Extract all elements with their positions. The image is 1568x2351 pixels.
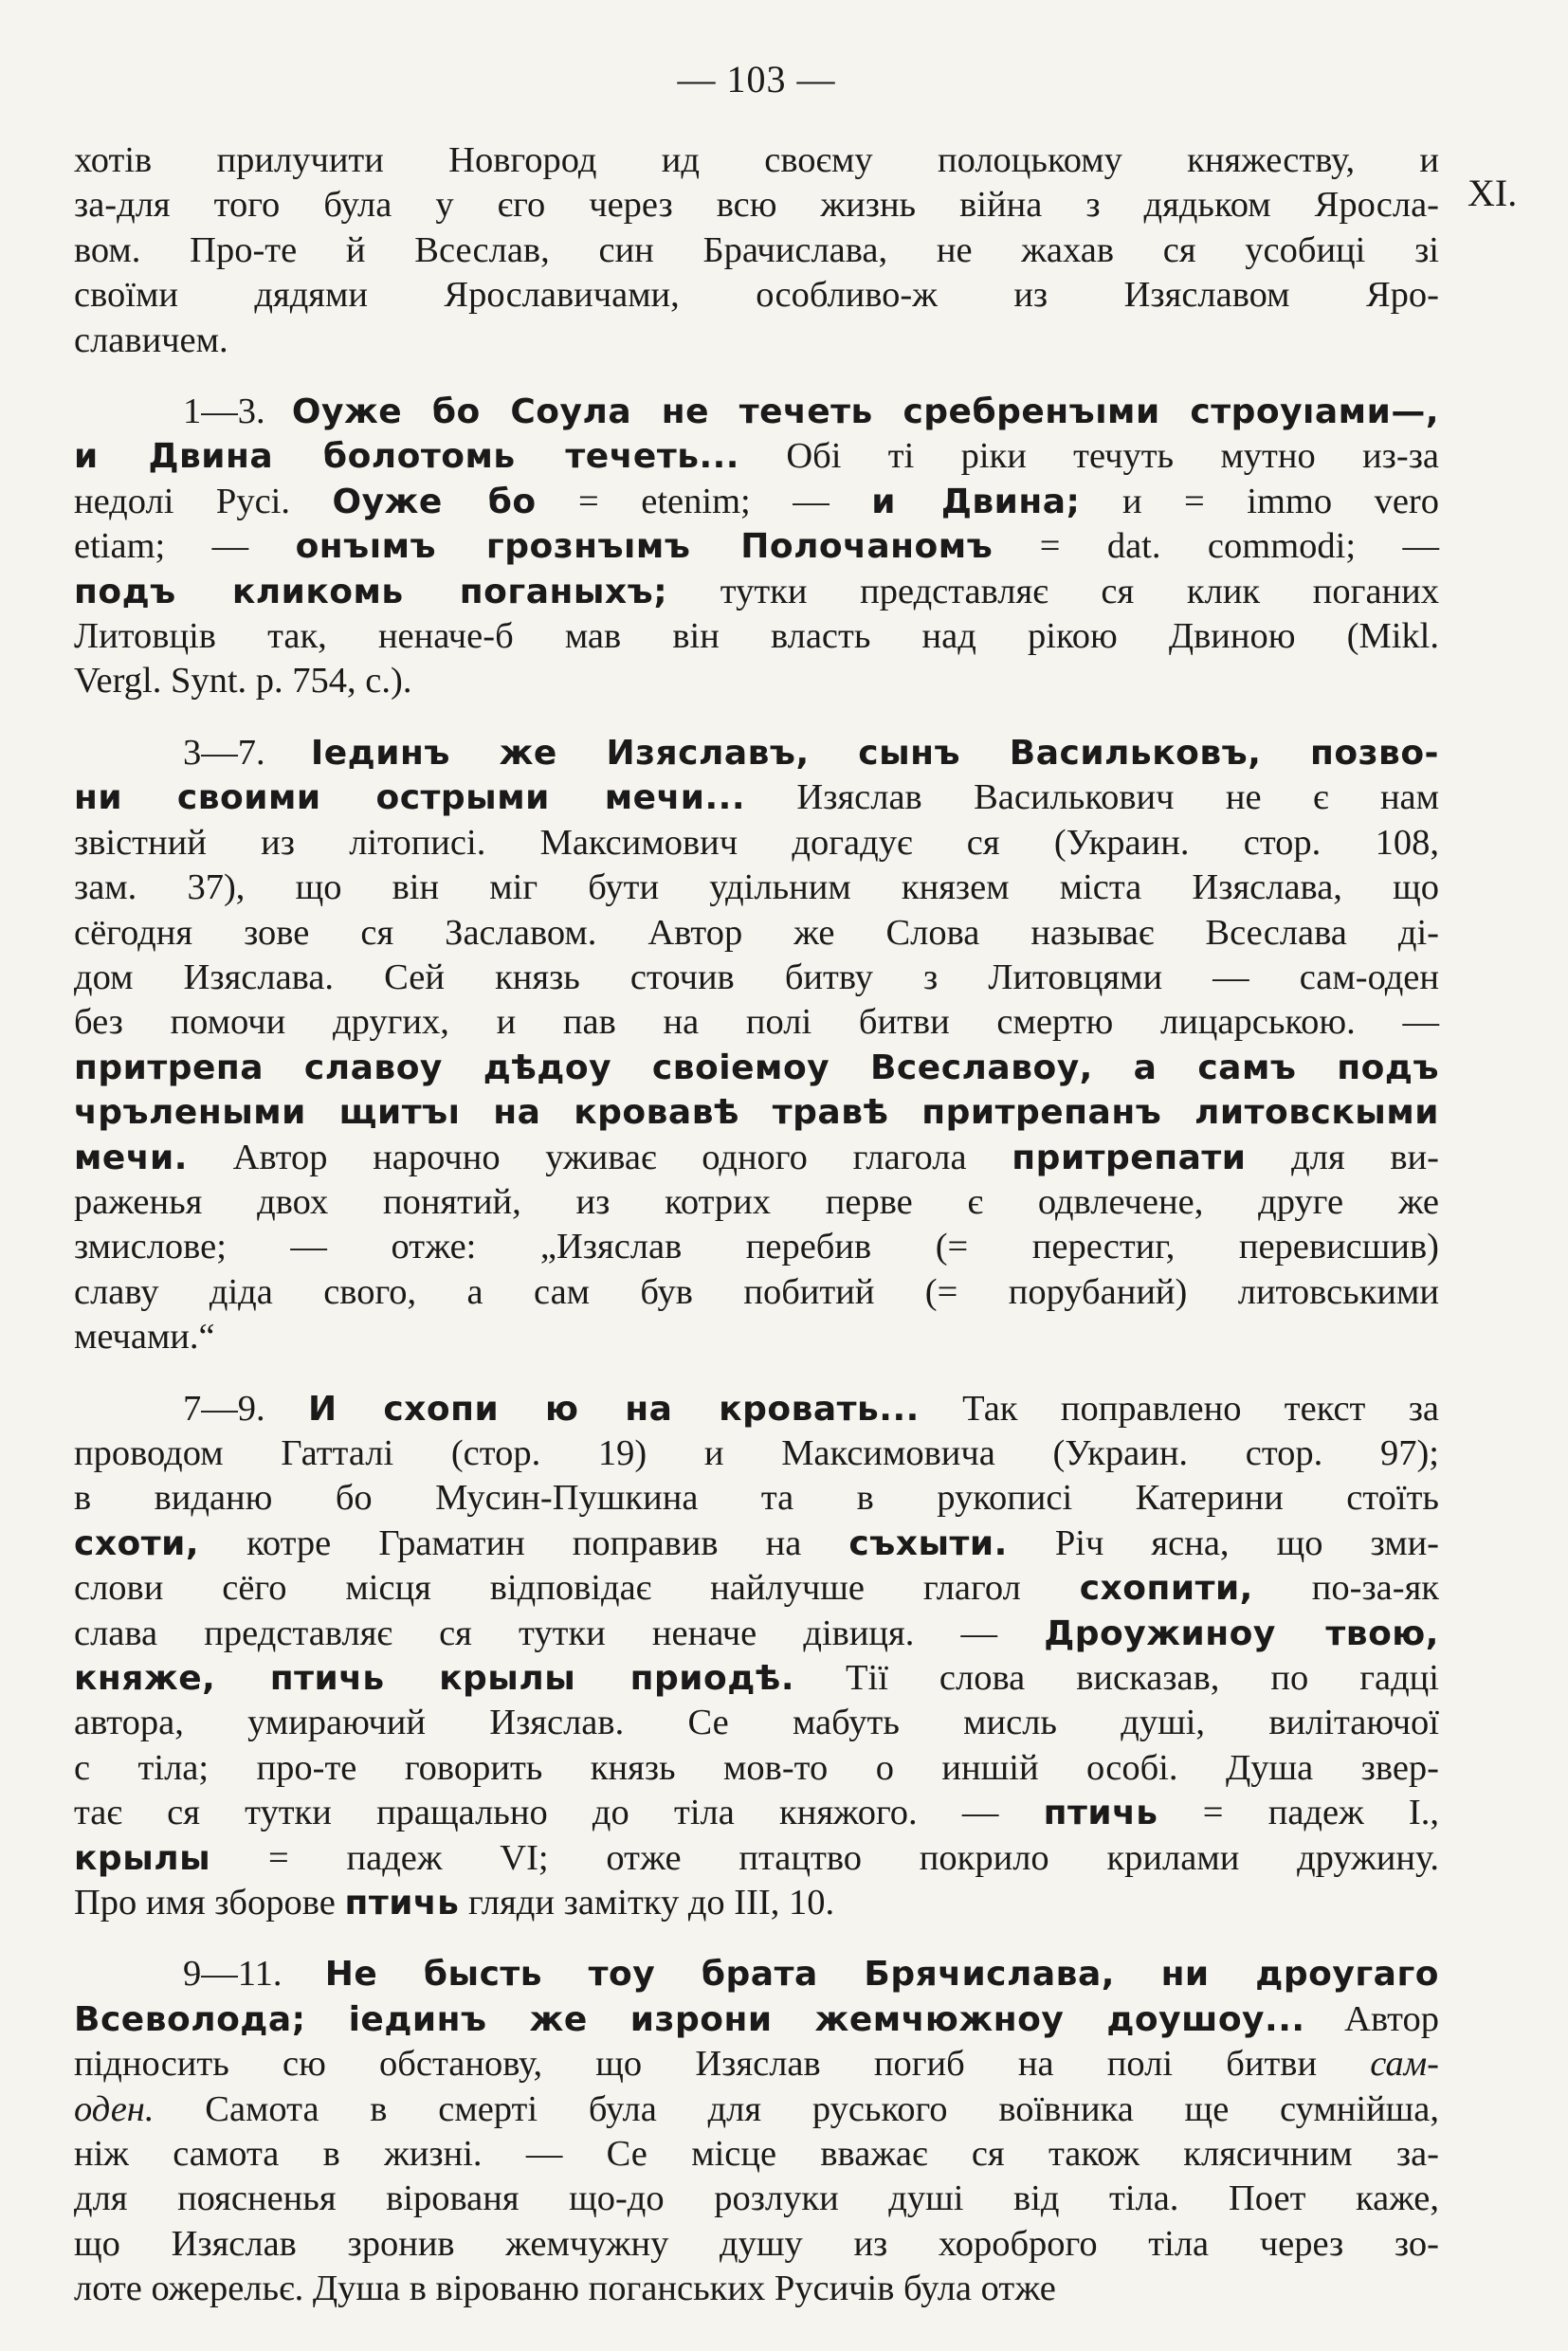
- text-segment: 1—3.: [183, 392, 292, 432]
- text-segment: для ви-: [1246, 1137, 1439, 1177]
- text-line: [74, 911, 1439, 956]
- text-line: [74, 319, 1439, 363]
- old-slavonic-quote: Не бысть тоу брата Брячислава, ни дроугаго: [324, 1955, 1439, 1995]
- text-segment: слови сёго місця відповідає найлучше глагол: [74, 1568, 1080, 1609]
- old-slavonic-quote: И схопи ю на кровать...: [307, 1389, 920, 1429]
- text-line: [74, 1387, 1439, 1431]
- old-slavonic-quote: Іединъ же Изяславъ, сынъ Васильковъ, позво-: [310, 733, 1440, 773]
- text-line: [74, 1522, 1439, 1566]
- text-segment: = падеж VI; отже птацтво покрило крилами дружину.: [210, 1837, 1439, 1878]
- text-segment: без помочи других, и пав на полі битви смертю лицарською. —: [74, 1002, 1439, 1043]
- text-line: [74, 273, 1439, 318]
- text-line: [74, 1046, 1439, 1090]
- text-segment: котре Граматин поправив на: [199, 1522, 849, 1563]
- paragraph-note-3-7: [74, 731, 1439, 1360]
- text-segment: дом Изяслава. Сей князь сточив битву з Литовцями — сам-оден: [74, 957, 1439, 997]
- text-segment: хотів прилучити Новгород ид своєму полоцькому княжеству, и: [74, 140, 1439, 180]
- text-segment: тутки представляє ся клик поганих: [667, 571, 1439, 611]
- text-line: [74, 1701, 1439, 1745]
- text-line: [74, 434, 1439, 479]
- text-segment: Про имя зборове: [74, 1883, 345, 1923]
- text-line: [74, 1000, 1439, 1045]
- old-slavonic-quote: притрепати: [1012, 1138, 1247, 1177]
- text-line: [74, 2267, 1439, 2311]
- text-line: [74, 138, 1439, 183]
- old-slavonic-quote: княже, птичь крылы приодѣ.: [74, 1659, 794, 1698]
- text-segment: раженья двох понятий, из котрих перве є одвлечене, друге же: [74, 1181, 1439, 1222]
- text-line: [74, 390, 1439, 434]
- text-segment: сёгодня зове ся Заславом. Автор же Слова называє Всеслава ді-: [74, 912, 1439, 953]
- text-line: [74, 1090, 1439, 1135]
- text-segment: своїми дядями Ярославичами, особливо-ж из Изяславом Яро-: [74, 275, 1439, 316]
- italic-text: сам-: [1370, 2044, 1439, 2085]
- text-segment: для поясненья вірованя що-до розлуки душі від тіла. Поет каже,: [74, 2178, 1439, 2219]
- old-slavonic-quote: птичь: [1043, 1794, 1158, 1833]
- text-line: [74, 1791, 1439, 1835]
- old-slavonic-quote: съхыти.: [848, 1523, 1008, 1563]
- text-segment: Автор нарочно уживає одного глагола: [187, 1137, 1012, 1177]
- text-segment: зам. 37), що він міг бути удільним князем міста Изяслава, що: [74, 867, 1439, 908]
- old-slavonic-quote: крылы: [74, 1838, 211, 1878]
- text-line: [74, 1836, 1439, 1881]
- text-line: [74, 2042, 1439, 2087]
- old-slavonic-quote: притрепа славоу дѣдоу своіемоу Всеславоу, а самъ подъ: [74, 1048, 1439, 1087]
- text-line: [74, 2177, 1439, 2221]
- text-line: [74, 570, 1439, 614]
- text-segment: автора, умираючий Изяслав. Се мабуть мисль душі, вилітаючої: [74, 1703, 1439, 1743]
- text-segment: 3—7.: [183, 732, 311, 773]
- text-line: [74, 1881, 1439, 1925]
- margin-section-number: XI.: [1468, 172, 1518, 214]
- text-line: [74, 2222, 1439, 2267]
- page-number: — 103 —: [677, 58, 836, 100]
- text-segment: в виданю бо Мусин-Пушкина та в рукописі Катерини стоїть: [74, 1478, 1439, 1519]
- text-segment: Автор: [1304, 1998, 1439, 2039]
- text-line: [74, 956, 1439, 1000]
- text-segment: с тіла; про-те говорить князь мов-то о иншій особі. Душа звер-: [74, 1747, 1439, 1788]
- text-line: [74, 1136, 1439, 1180]
- text-segment: славу діда свого, а сам був побитий (= порубаний) литовськими: [74, 1271, 1439, 1312]
- old-slavonic-quote: Оуже бо: [332, 482, 537, 521]
- old-slavonic-quote: ни своими острыми мечи...: [74, 778, 746, 818]
- old-slavonic-quote: Дроужиноу твою,: [1044, 1613, 1439, 1653]
- text-segment: = etenim; —: [536, 481, 872, 521]
- text-line: [74, 1225, 1439, 1269]
- text-segment: и = immo vero: [1080, 481, 1439, 521]
- text-segment: по-за-як: [1252, 1568, 1439, 1609]
- text-segment: Vergl. Synt. p. 754, c.).: [74, 661, 412, 702]
- text-line: [74, 228, 1439, 273]
- text-line: [74, 2132, 1439, 2177]
- text-line: [74, 1952, 1439, 1996]
- text-segment: Литовців так, неначе-б мав він власть над рікою Двиною (Mikl.: [74, 616, 1439, 657]
- text-segment: 7—9.: [183, 1388, 308, 1429]
- text-segment: Так поправлено текст за: [919, 1388, 1440, 1429]
- old-slavonic-quote: подъ кликомь поганыхъ;: [74, 572, 668, 611]
- text-line: [74, 1315, 1439, 1359]
- text-segment: Изяслав Василькович не є нам: [745, 777, 1439, 818]
- old-slavonic-quote: Всеволода; іединъ же изрони жемчюжноу доушоу...: [74, 1999, 1305, 2039]
- page: [74, 57, 1439, 2312]
- text-line: [74, 1612, 1439, 1656]
- text-segment: 9—11.: [183, 1954, 325, 1995]
- paragraph-note-9-11: [74, 1952, 1439, 2311]
- text-segment: тає ся тутки пращально до тіла княжого. —: [74, 1793, 1044, 1833]
- old-slavonic-quote: Оуже бо Соула не течеть сребренъıми строуıами—,: [291, 392, 1439, 432]
- text-line: [74, 731, 1439, 775]
- text-segment: проводом Гатталі (стор. 19) и Максимовича (Украин. стор. 97);: [74, 1432, 1439, 1473]
- text-line: [74, 183, 1439, 228]
- text-line: [74, 1997, 1439, 2042]
- text-line: [74, 1431, 1439, 1476]
- text-segment: etiam; —: [74, 526, 296, 567]
- text-segment: мечами.“: [74, 1317, 215, 1358]
- old-slavonic-quote: мечи.: [74, 1138, 188, 1177]
- text-line: [74, 524, 1439, 569]
- old-slavonic-quote: птичь: [344, 1884, 460, 1923]
- text-segment: підносить сю обстанову, що Изяслав погиб на полі битви: [74, 2044, 1371, 2085]
- text-segment: = dat. commodi; —: [993, 526, 1439, 567]
- text-line: [74, 480, 1439, 524]
- text-segment: славичем.: [74, 319, 228, 360]
- text-segment: Обі ті ріки течуть мутно из-за: [739, 436, 1439, 477]
- text-line: [74, 1270, 1439, 1315]
- paragraph-note-7-9: [74, 1387, 1439, 1926]
- text-line: [74, 1180, 1439, 1225]
- text-segment: ніж самота в жизні. — Се місце вважає ся також клясичним за-: [74, 2134, 1439, 2175]
- text-line: [74, 821, 1439, 866]
- paragraph-intro: [74, 138, 1439, 363]
- text-segment: = падеж I.,: [1158, 1793, 1439, 1833]
- text-segment: гляди замітку до III, 10.: [459, 1883, 835, 1923]
- text-segment: Річ ясна, що зми-: [1007, 1522, 1440, 1563]
- text-segment: Тії слова висказав, по гадці: [794, 1658, 1439, 1698]
- text-line: [74, 614, 1439, 659]
- text-line: [74, 1656, 1439, 1701]
- text-segment: вом. Про-те й Всеслав, син Брачислава, не жахав ся усобиці зі: [74, 229, 1439, 270]
- text-segment: змислове; — отже: „Изяслав перебив (= перестиг, перевисшив): [74, 1227, 1439, 1267]
- text-segment: слава представляє ся тутки неначе дівиця. —: [74, 1613, 1045, 1653]
- italic-text: оден.: [74, 2088, 155, 2129]
- text-segment: звістний из літописі. Максимович догадує ся (Украин. стор. 108,: [74, 822, 1439, 863]
- old-slavonic-quote: схопити,: [1079, 1569, 1253, 1609]
- text-segment: що Изяслав зронив жемчужну душу из хороброго тіла через зо-: [74, 2223, 1439, 2264]
- text-segment: лоте ожерельє. Душа в вірованю поганських Русичів була отже: [74, 2269, 1056, 2309]
- old-slavonic-quote: онъıмъ грознъıмъ Полочаномъ: [295, 527, 994, 567]
- text-line: [74, 2087, 1439, 2132]
- text-segment: за-для того була у єго через всю жизнь війна з дядьком Яросла-: [74, 185, 1439, 226]
- old-slavonic-quote: чрълеными щитъı на кровавѣ травѣ притрепанъ литовскыми: [74, 1093, 1439, 1133]
- text-segment: недолі Русі.: [74, 481, 333, 521]
- text-line: [74, 659, 1439, 703]
- text-line: [74, 1566, 1439, 1611]
- old-slavonic-quote: схоти,: [74, 1523, 200, 1563]
- text-line: [74, 1476, 1439, 1521]
- text-line: [74, 866, 1439, 910]
- text-segment: Самота в смерті була для руського воївника ще сумнійша,: [154, 2088, 1439, 2129]
- old-slavonic-quote: и Двина болотомь течеть...: [74, 437, 739, 477]
- text-line: [74, 775, 1439, 820]
- old-slavonic-quote: и Двина;: [871, 482, 1081, 521]
- text-line: [74, 1746, 1439, 1791]
- paragraph-note-1-3: [74, 390, 1439, 704]
